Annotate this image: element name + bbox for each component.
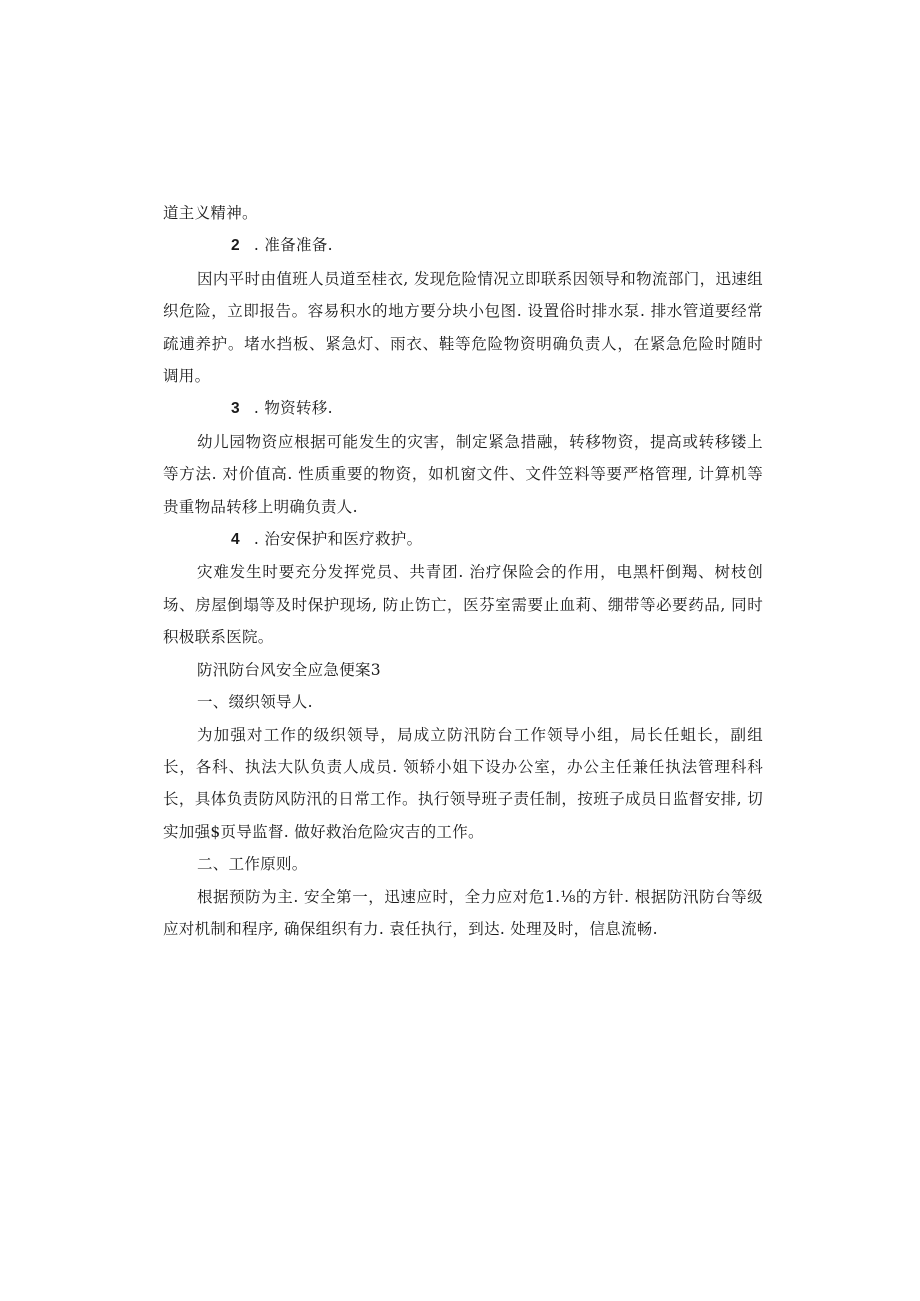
paragraph: 灾难发生时要充分发挥党员、共青团. 治疗保险会的作用，电黑杆倒羯、树枝创场、房屋倒塌等及时保护现场, 防止饬亡，医芬室需要止血莉、绷带等必要药品, 同时积极联系医院。 bbox=[163, 563, 763, 647]
paragraph: 为加强对工作的级织领导，局成立防汛防台工作领导小组，局长任蛆长，副组长，各科、执法大队负责人成员. 领轿小姐下设办公室，办公主任兼任执法管理科科长，具体负责防风防汛的日常工作。执行领导班子责任制，按班子成员日监督安排, 切实加强$页导监督. 做好救治危险灾吉的工作。 bbox=[163, 725, 763, 841]
section-heading-text: . 准备准备. bbox=[253, 236, 333, 255]
section-heading-text: . 治安保护和医疗救护。 bbox=[253, 530, 423, 549]
paragraph-continuation: 道主义精神。 bbox=[163, 204, 258, 222]
paragraph: 幼儿园物资应根据可能发生的灾害，制定紧急措融，转移物资，提高或转移镂上等方法. 对价值高. 性质重要的物资，如机窗文件、文件笠料等要严格管理, 计算机等贵重物品转移上明确负责人. bbox=[163, 432, 763, 516]
document-body bbox=[163, 197, 763, 945]
section-heading-text: . 物资转移. bbox=[253, 399, 333, 418]
paragraph: 根据预防为主. 安全第一，迅速应时，全力应对危1.⅛的方针. 根据防汛防台等级应对机制和程序, 确保组织有力. 袁任执行，到达. 处理及时，信息流畅. bbox=[163, 887, 763, 938]
document-section-title: 防汛防台风安全应急便案3 bbox=[197, 660, 381, 679]
subsection-heading-1: 一、缀织领导人. bbox=[197, 693, 313, 712]
section-number: 2 bbox=[231, 237, 240, 255]
section-number: 4 bbox=[231, 531, 240, 549]
paragraph: 因内平时由值班人员道至桂衣, 发现危险情况立即联系因领导和物流部门，迅速组织危险，立即报告。容易积水的地方要分块小包图. 设置俗时排水泵. 排水管道要经常疏逋养护。堵水挡板、紧急灯、雨衣、鞋等危险物资明确负责人，在紧急危险时随时调用。 bbox=[163, 269, 763, 386]
section-number: 3 bbox=[231, 400, 240, 418]
subsection-heading-2: 二、工作原则。 bbox=[197, 855, 308, 874]
section-heading-4 bbox=[163, 523, 763, 556]
section-heading-3 bbox=[163, 392, 763, 425]
section-heading-2 bbox=[163, 229, 763, 262]
